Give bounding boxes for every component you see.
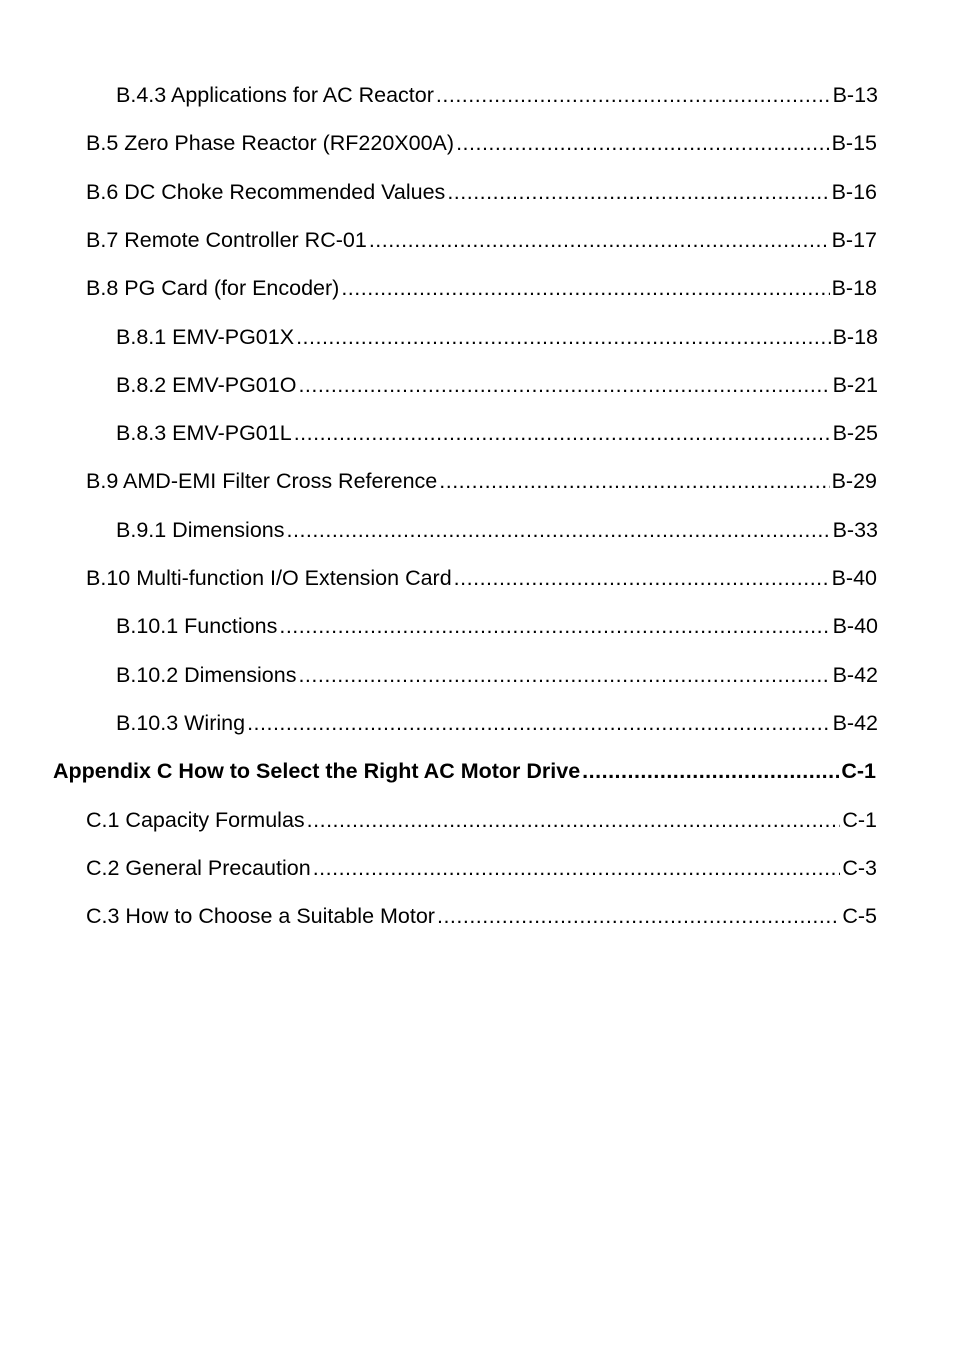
toc-entry-title: B.7 Remote Controller RC-01 bbox=[86, 228, 367, 252]
toc-entry-title: B.10.2 Dimensions bbox=[116, 663, 297, 687]
toc-entry[interactable] bbox=[86, 227, 877, 255]
toc-entry[interactable] bbox=[53, 758, 876, 786]
toc-entry[interactable] bbox=[116, 517, 878, 545]
toc-dot-leader bbox=[454, 565, 830, 591]
toc-entry[interactable] bbox=[86, 807, 877, 835]
toc-dot-leader bbox=[247, 710, 831, 736]
toc-entry[interactable] bbox=[86, 275, 877, 303]
toc-entry-title: B.10 Multi-function I/O Extension Card bbox=[86, 566, 452, 590]
toc-dot-leader bbox=[436, 82, 831, 108]
toc-entry[interactable] bbox=[86, 179, 877, 207]
toc-entry[interactable] bbox=[86, 130, 877, 158]
toc-entry-title: B.8.2 EMV-PG01O bbox=[116, 373, 297, 397]
toc-entry-title: B.5 Zero Phase Reactor (RF220X00A) bbox=[86, 131, 455, 155]
toc-entry[interactable] bbox=[116, 420, 878, 448]
toc-dot-leader bbox=[298, 662, 830, 688]
toc-entry-title: C.1 Capacity Formulas bbox=[86, 808, 305, 832]
toc-dot-leader bbox=[582, 758, 839, 784]
toc-entry-page: C-3 bbox=[842, 856, 877, 880]
toc-dot-leader bbox=[313, 855, 841, 881]
toc-entry[interactable] bbox=[86, 565, 877, 593]
toc-entry-page: B-25 bbox=[832, 421, 878, 445]
toc-dot-leader bbox=[287, 517, 831, 543]
toc-entry-title: B.6 DC Choke Recommended Values bbox=[86, 180, 446, 204]
toc-dot-leader bbox=[341, 275, 829, 301]
toc-dot-leader bbox=[296, 324, 831, 350]
toc-entry-page: B-40 bbox=[832, 614, 878, 638]
toc-entry-page: B-18 bbox=[832, 325, 878, 349]
toc-entry-page: C-5 bbox=[842, 904, 877, 928]
toc-dot-leader bbox=[279, 613, 830, 639]
toc-entry-page: B-17 bbox=[831, 228, 877, 252]
toc-entry-title: B.9 AMD-EMI Filter Cross Reference bbox=[86, 469, 438, 493]
toc-dot-leader bbox=[369, 227, 830, 253]
toc-entry-title: B.8 PG Card (for Encoder) bbox=[86, 276, 340, 300]
toc-entry-page: B-42 bbox=[832, 711, 878, 735]
toc-entry-page: B-13 bbox=[832, 83, 878, 107]
toc-entry[interactable] bbox=[116, 324, 878, 352]
toc-entry-title: C.3 How to Choose a Suitable Motor bbox=[86, 904, 435, 928]
toc-entry-page: C-1 bbox=[842, 808, 877, 832]
toc-entry[interactable] bbox=[116, 372, 878, 400]
toc-entry[interactable] bbox=[86, 855, 877, 883]
toc-entry-page: B-18 bbox=[831, 276, 877, 300]
toc-entry-page: C-1 bbox=[841, 759, 876, 783]
toc-entry-title: B.10.3 Wiring bbox=[116, 711, 246, 735]
toc-entry[interactable] bbox=[116, 662, 878, 690]
toc-dot-leader bbox=[437, 903, 840, 929]
toc-entry-page: B-42 bbox=[832, 663, 878, 687]
toc-dot-leader bbox=[456, 130, 830, 156]
toc-dot-leader bbox=[447, 179, 829, 205]
toc-entry[interactable] bbox=[116, 82, 878, 110]
toc-entry-title: B.4.3 Applications for AC Reactor bbox=[116, 83, 434, 107]
toc-entry-title: Appendix C How to Select the Right AC Motor Drive bbox=[53, 759, 581, 783]
toc-entry[interactable] bbox=[116, 613, 878, 641]
toc-dot-leader bbox=[307, 807, 841, 833]
toc-entry-page: B-40 bbox=[831, 566, 877, 590]
toc-entry[interactable] bbox=[86, 903, 877, 931]
toc-entry-page: B-15 bbox=[831, 131, 877, 155]
toc-entry-page: B-33 bbox=[832, 518, 878, 542]
toc-entry-title: C.2 General Precaution bbox=[86, 856, 311, 880]
toc-dot-leader bbox=[294, 420, 831, 446]
toc-entry-title: B.8.1 EMV-PG01X bbox=[116, 325, 295, 349]
toc-dot-leader bbox=[439, 468, 829, 494]
toc-entry[interactable] bbox=[86, 468, 877, 496]
toc-entry-page: B-16 bbox=[831, 180, 877, 204]
toc-entry-title: B.9.1 Dimensions bbox=[116, 518, 285, 542]
toc-dot-leader bbox=[298, 372, 830, 398]
toc-entry-page: B-29 bbox=[831, 469, 877, 493]
toc-entry-title: B.8.3 EMV-PG01L bbox=[116, 421, 292, 445]
toc-entry-title: B.10.1 Functions bbox=[116, 614, 278, 638]
toc-entry-page: B-21 bbox=[832, 373, 878, 397]
toc-entry[interactable] bbox=[116, 710, 878, 738]
